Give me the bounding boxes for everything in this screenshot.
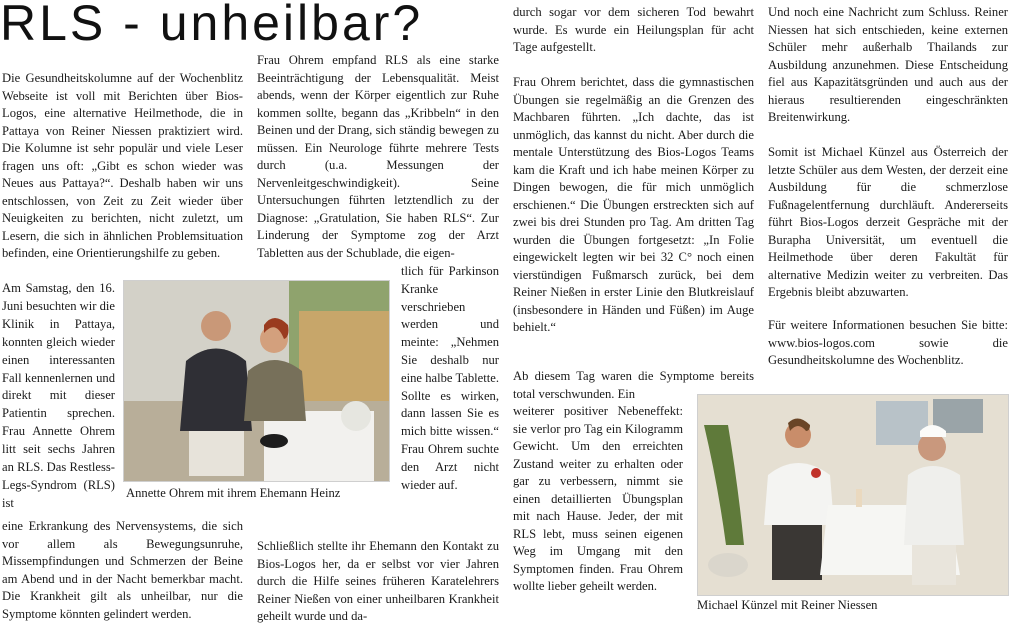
- column3-effect-paragraph: weiterer positiver Nebeneffekt: sie verlor pro Tag ein Kilogramm Gewicht. Um den erreichten Zustand weiter zu erhalten oder gar zu verbessern, nimmt sie einen detaillierten Übungsplan mit nach Hause. Jeder, der mit RLS lebt, muss seinen eigenen Weg im Umgang mit den Symptomen finden. Frau Ohrem wollte lieber geheilt werden.: [513, 404, 683, 593]
- photo-couple: [123, 280, 390, 482]
- visit-paragraph-wide: eine Erkrankung des Nervensystems, die sich vor allem als Bewegungsunruhe, Missempfindungen und Schmerzen der Beine am Abend und in der Nacht bemerkbar macht. Die Krankheit gilt als unheilbar, nur die Symptome könnten gelindert werden.: [2, 519, 243, 621]
- column4-news-paragraph: Und noch eine Nachricht zum Schluss. Reiner Niessen hat sich entschieden, keine externen Schüler mehr außerhalb Thailands zur Ausbildung anzunehmen. Diese Entscheidung fiel aus Kapazitätsgründen und auch aus der hieraus resultierenden eingeschränkten Breitenwirkung.: [768, 5, 1008, 124]
- photo-practitioners-image: [698, 395, 1008, 595]
- column2-paragraph: Frau Ohrem empfand RLS als eine starke Beeinträchtigung der Lebensqualität. Meist abends, wenn der Körper eigentlich zur Ruhe kommen sollte, begann das „Kribbeln“ in den Beinen und der Drang, sich ständig bewegen zu müssen. Ein Neurologe führte mehrere Tests durch (u.a. Messungen der Nervenleitgeschwindigkeit). Seine Untersuchungen führten letztendlich zu der Diagnose: „Gratulation, Sie haben RLS“. Zur Linderung der Symptome zog der Arzt Tabletten aus der Schublade, die eigen-: [257, 53, 499, 260]
- column2-wrap-paragraph: tlich für Parkinson Kranke verschrieben werden und meinte: „Nehmen Sie deshalb nur eine halbe Tablette. Sollte es wirken, dann lassen Sie es mich bitte wissen.“ Frau Ohrem suchte den Arzt nicht wieder auf.: [401, 264, 499, 492]
- column3-top-paragraph: durch sogar vor dem sicheren Tod bewahrt wurde. Es wurde ein Heilungsplan für acht Tage aufgestellt.: [513, 5, 754, 54]
- column3-result-paragraph: Ab diesem Tag waren die Symptome bereits total verschwunden. Ein: [513, 369, 754, 401]
- photo-couple-caption: Annette Ohrem mit ihrem Ehemann Heinz: [126, 486, 341, 500]
- column3-exercise-paragraph: Frau Ohrem berichtet, dass die gymnastischen Übungen sie regelmäßig an die Grenzen des Machbaren führten. „Ich dachte, das ist unmöglich, das kannst du nicht. Aber durch die mentale Unterstützung des Bios-Logos Teams kam die Kraft und ich habe meinen Körper zu Dingen bewogen, die für mich unmöglich erschienen.“ Die Übungen erstreckten sich auf zwei bis drei Stunden pro Tag. Am dritten Tag wurden die Übungen fortgesetzt: „In Folie eingewickelt legten wir bei 32 C° noch einen vierstündigen Fußmarsch zurück, bei dem Reiner Nießen in erster Linie den Blutkreislauf (insbesondere in Händen und Füßen) im Auge behielt.“: [513, 75, 754, 334]
- column2-bottom-paragraph: Schließlich stellte ihr Ehemann den Kontakt zu Bios-Logos her, da er selbst vor vier Jahren durch die Hilfe seines früheren Karatelehrers Reiner Nießen von einer unheilbaren Krankheit geheilt wurde und da-: [257, 539, 499, 623]
- visit-paragraph-narrow: Am Samstag, den 16. Juni besuchten wir die Klinik in Pattaya, konnten gleich wieder einen interessanten Fall kennenlernen und direkt mit dieser Patientin sprechen. Frau Annette Ohrem litt seit sechs Jahren an RLS. Das Restless-Legs-Syndrom (RLS) ist: [2, 281, 115, 510]
- intro-paragraph: Die Gesundheitskolumne auf der Wochenblitz Webseite ist voll mit Berichten über Bios-Logos, eine alternative Heilmethode, die in Pattaya von Reiner Niessen praktiziert wird. Die Kolumne ist sehr populär und viele Leser fragen uns oft: „Gibt es schon wieder was Neues aus Pattaya?“. Deshalb haben wir uns entschlossen, von Zeit zu Zeit wieder über Neuigkeiten zu berichten, nicht zuletzt, um Lesern, die sich in ähnlichen Problemsituation befinden, eine Orientierungshilfe zu geben.: [2, 71, 243, 260]
- photo-practitioners: [697, 394, 1009, 596]
- photo-practitioners-caption: Michael Künzel mit Reiner Niessen: [697, 598, 878, 612]
- column4-info-paragraph: Für weitere Informationen besuchen Sie bitte: www.bios-logos.com sowie die Gesundheitskolumne des Wochenblitz.: [768, 318, 1008, 367]
- article-title: RLS - unheilbar?: [0, 0, 424, 51]
- column4-student-paragraph: Somit ist Michael Künzel aus Österreich der letzte Schüler aus dem Westen, der derzeit eine Ausbildung für die schmerzlose Fußnagelentfernung durchläuft. Andererseits führt Bios-Logos derzeit Gespräche mit der Burapha Universität, um eventuell die Heilmethode über deren Fakultät für alternative Medizin weiter zu verbreiten. Das Ergebnis bleibt abzuwarten.: [768, 145, 1008, 299]
- photo-couple-image: [124, 281, 389, 481]
